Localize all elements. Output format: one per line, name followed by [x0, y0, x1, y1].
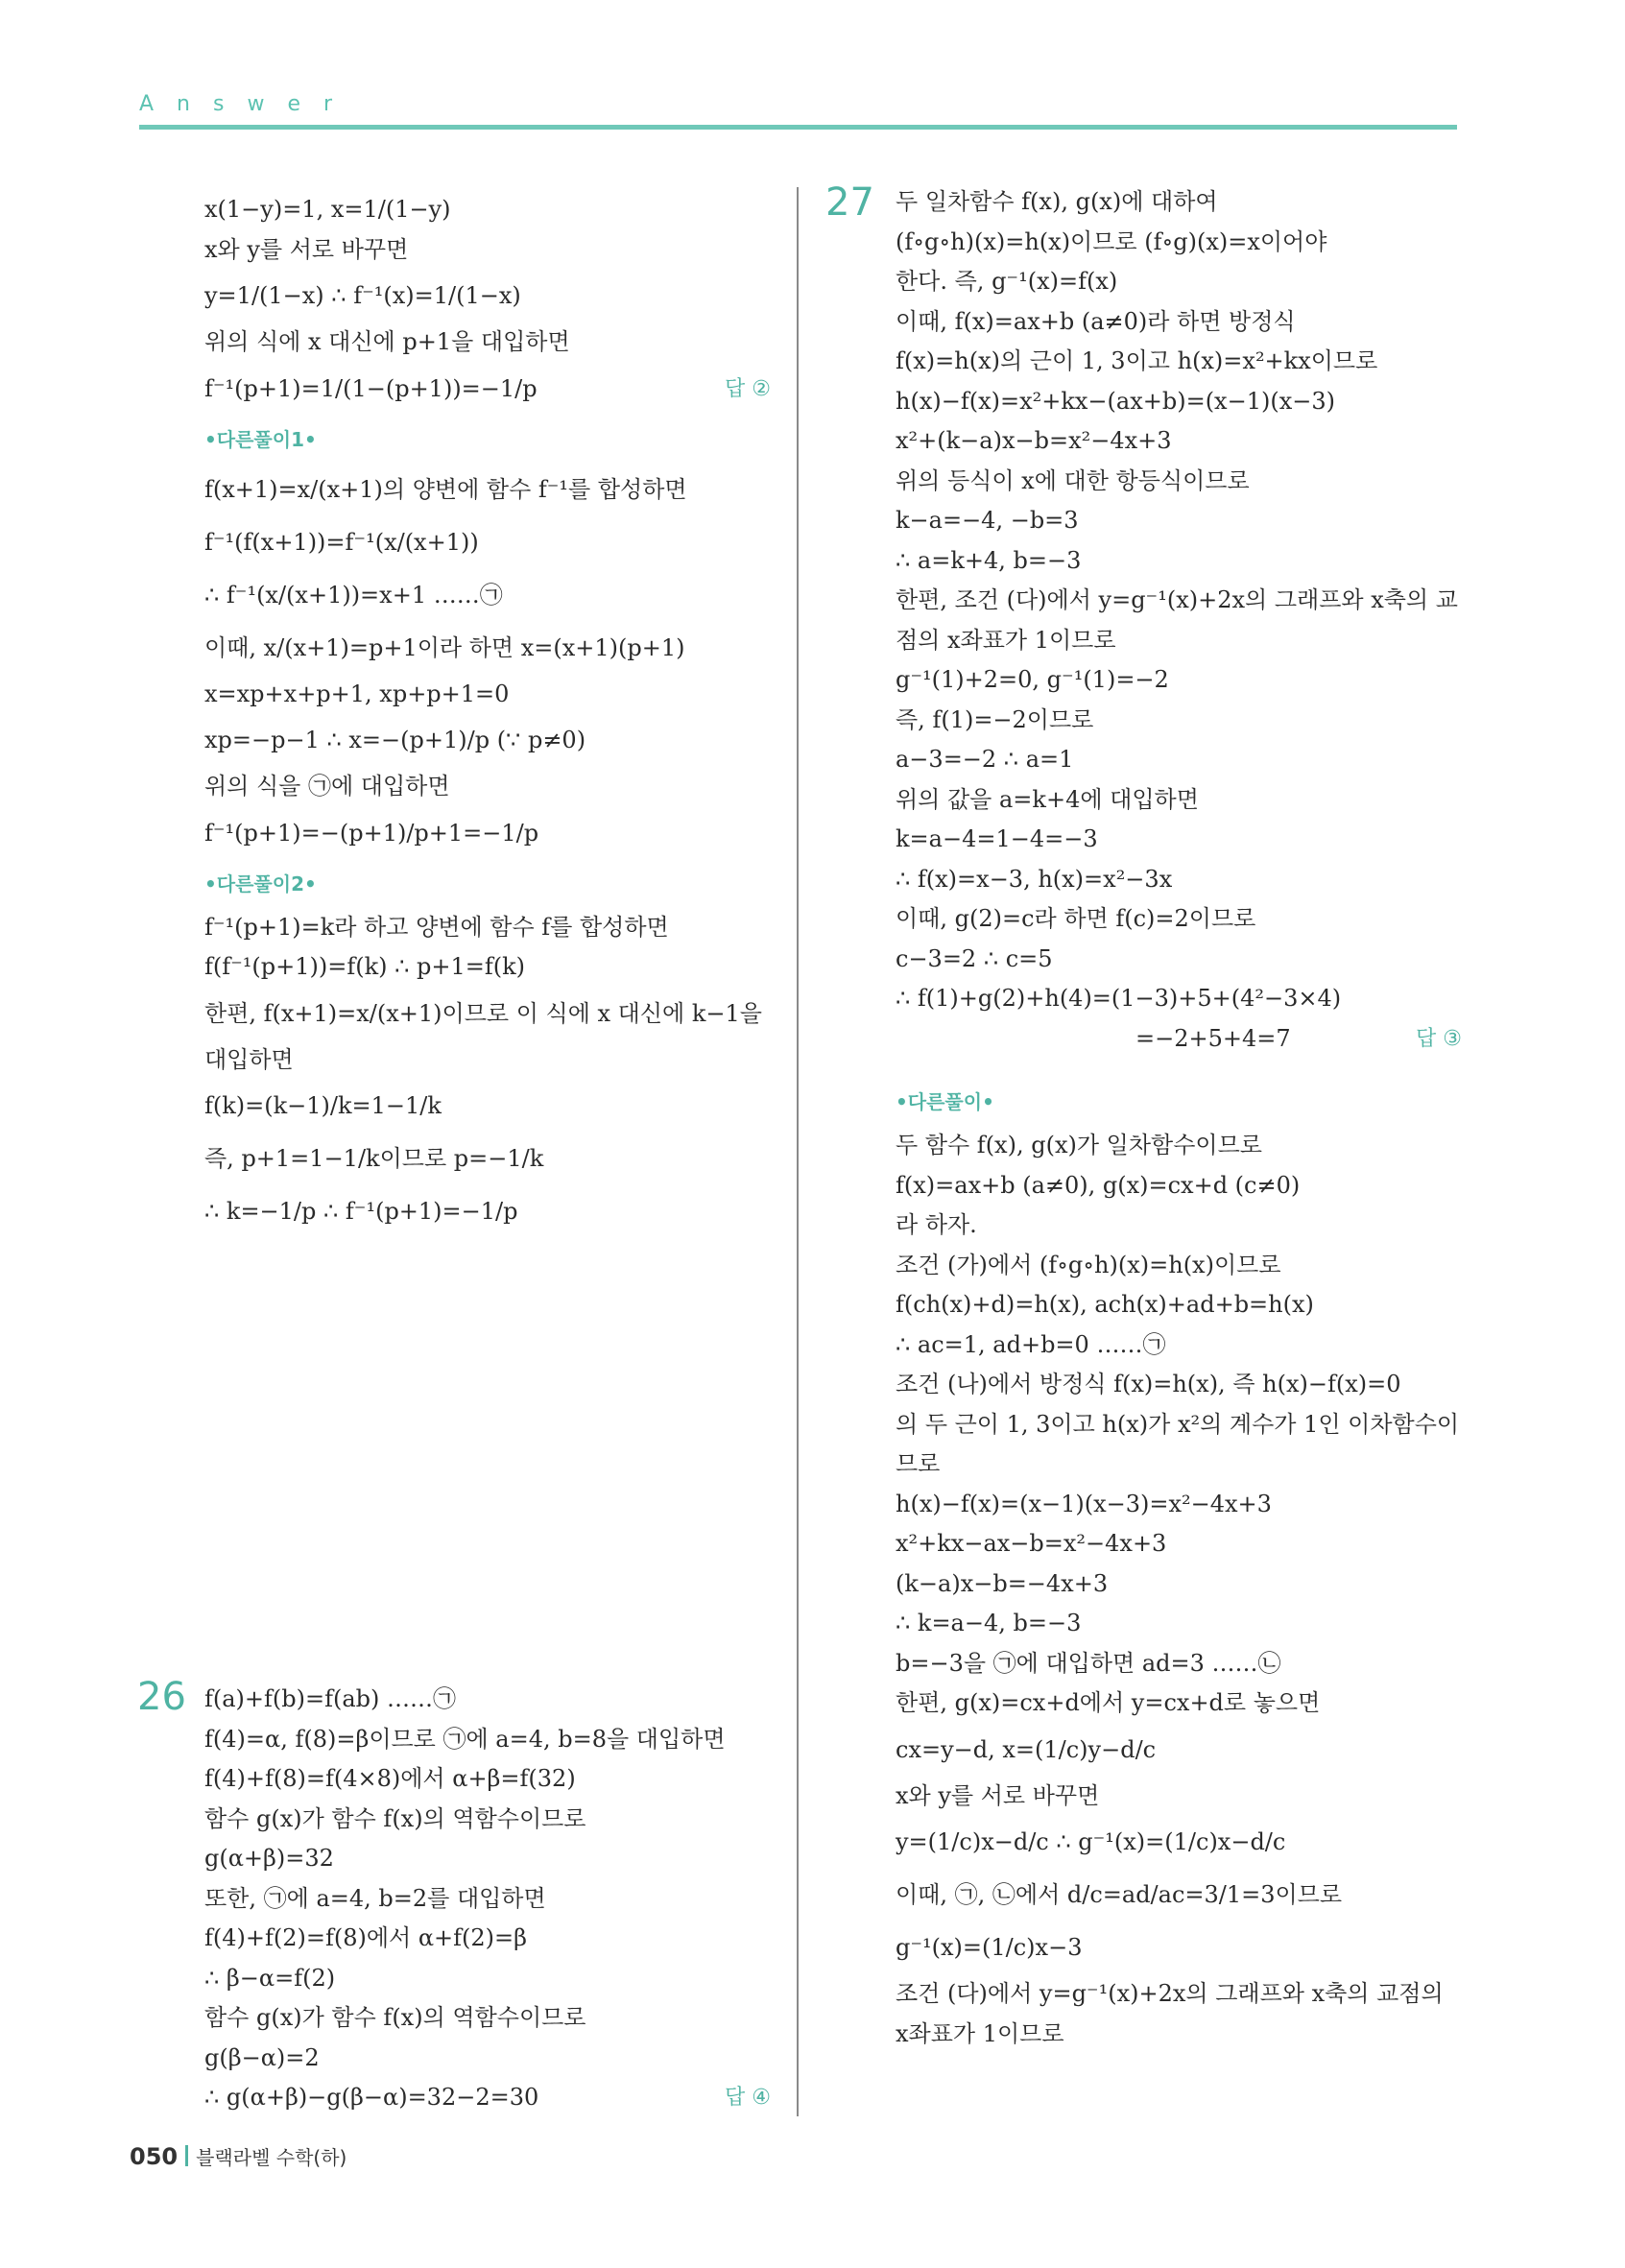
- solution-line: ∴ k=−1/p ∴ f⁻¹(p+1)=−1/p: [204, 1198, 518, 1225]
- header-label: Answer: [139, 92, 356, 116]
- solution-line: 의 두 근이 1, 3이고 h(x)가 x²의 계수가 1인 이차함수이: [896, 1410, 1460, 1438]
- solution-line: 한편, 조건 (다)에서 y=g⁻¹(x)+2x의 그래프와 x축의 교: [896, 586, 1458, 613]
- solution-line: 므로: [896, 1450, 941, 1477]
- solution-line: h(x)−f(x)=x²+kx−(ax+b)=(x−1)(x−3): [896, 387, 1335, 415]
- solution-line: 이때, ㉠, ㉡에서 d/c=ad/ac=3/1=3이므로: [896, 1881, 1343, 1908]
- right-column: [896, 182, 1462, 2054]
- solution-line: 위의 식에 x 대신에 p+1을 대입하면: [204, 328, 570, 355]
- solution-line: f(4)+f(8)=f(4×8)에서 α+β=f(32): [204, 1765, 576, 1792]
- answer-mark: 답 ③: [1416, 1026, 1462, 1051]
- result-expression: ∴ g(α+β)−g(β−α)=32−2=30: [204, 2084, 539, 2111]
- solution-line: xp=−p−1 ∴ x=−(p+1)/p (∵ p≠0): [204, 727, 586, 753]
- solution-line: (k−a)x−b=−4x+3: [896, 1569, 1109, 1597]
- solution-line: k=a−4=1−4=−3: [896, 825, 1098, 852]
- solution-line: cx=y−d, x=(1/c)y−d/c: [896, 1735, 1157, 1763]
- solution-line: x와 y를 서로 바꾸면: [204, 235, 409, 263]
- solution-line: f(x+1)=x/(x+1)의 양변에 함수 f⁻¹를 합성하면: [204, 475, 687, 503]
- problem-26-solution: [204, 1680, 771, 2118]
- solution-line: ∴ f⁻¹(x/(x+1))=x+1 ……㉠: [204, 581, 503, 609]
- solution-line: f(x)=ax+b (a≠0), g(x)=cx+d (c≠0): [896, 1171, 1301, 1199]
- solution-line: 이때, g(2)=c라 하면 f(c)=2이므로: [896, 905, 1256, 932]
- solution-line: x²+(k−a)x−b=x²−4x+3: [896, 427, 1172, 454]
- alt-solution-label: •다른풀이2•: [204, 871, 317, 895]
- solution-line: 위의 값을 a=k+4에 대입하면: [896, 785, 1199, 813]
- header-rule: [139, 125, 1457, 130]
- solution-line: 위의 식을 ㉠에 대입하면: [204, 773, 450, 800]
- answer-mark: 답 ②: [725, 376, 771, 401]
- solution-result-line: [896, 1019, 1462, 1060]
- solution-line: ∴ ac=1, ad+b=0 ……㉠: [896, 1330, 1166, 1358]
- solution-line: c−3=2 ∴ c=5: [896, 944, 1053, 972]
- result-expression: =−2+5+4=7: [1135, 1024, 1291, 1052]
- solution-line: x²+kx−ax−b=x²−4x+3: [896, 1530, 1167, 1557]
- book-title: 블랙라벨 수학(하): [196, 2146, 347, 2169]
- solution-line: f⁻¹(f(x+1))=f⁻¹(x/(x+1)): [204, 528, 479, 556]
- solution-result-line: [204, 2078, 771, 2118]
- solution-line: ∴ k=a−4, b=−3: [896, 1610, 1082, 1636]
- solution-line: ∴ a=k+4, b=−3: [896, 546, 1082, 574]
- solution-line: f(4)=α, f(8)=β이므로 ㉠에 a=4, b=8을 대입하면: [204, 1725, 726, 1753]
- solution-line: (f∘g∘h)(x)=h(x)이므로 (f∘g)(x)=x이어야: [896, 227, 1327, 255]
- solution-line: x좌표가 1이므로: [896, 2019, 1064, 2047]
- solution-line: k−a=−4, −b=3: [896, 507, 1079, 534]
- solution-line: x와 y를 서로 바꾸면: [896, 1781, 1100, 1809]
- solution-line: f(ch(x)+d)=h(x), ach(x)+ad+b=h(x): [896, 1291, 1314, 1318]
- solution-line: g(β−α)=2: [204, 2043, 320, 2071]
- solution-line: a−3=−2 ∴ a=1: [896, 746, 1074, 773]
- solution-result-line: [204, 363, 771, 416]
- solution-line: 라 하자.: [896, 1211, 977, 1238]
- solution-line: g⁻¹(1)+2=0, g⁻¹(1)=−2: [896, 666, 1169, 693]
- solution-line: 함수 g(x)가 함수 f(x)의 역함수이므로: [204, 2004, 586, 2031]
- solution-line: ∴ β−α=f(2): [204, 1964, 336, 1992]
- solution-line: 즉, p+1=1−1/k이므로 p=−1/k: [204, 1145, 544, 1172]
- solution-line: f(f⁻¹(p+1))=f(k) ∴ p+1=f(k): [204, 953, 526, 980]
- solution-line: 이때, x/(x+1)=p+1이라 하면 x=(x+1)(p+1): [204, 633, 685, 661]
- page-footer: [130, 2142, 347, 2170]
- solution-line: x(1−y)=1, x=1/(1−y): [204, 196, 451, 223]
- solution-line: b=−3을 ㉠에 대입하면 ad=3 ……㉡: [896, 1649, 1281, 1677]
- alt-solution-label: •다른풀이1•: [204, 427, 317, 451]
- solution-line: y=(1/c)x−d/c ∴ g⁻¹(x)=(1/c)x−d/c: [896, 1828, 1286, 1855]
- solution-line: f(k)=(k−1)/k=1−1/k: [204, 1092, 442, 1119]
- alt-solution-label: •다른풀이•: [896, 1090, 994, 1113]
- solution-line: f(x)=h(x)의 근이 1, 3이고 h(x)=x²+kx이므로: [896, 347, 1378, 374]
- solution-line: 조건 (다)에서 y=g⁻¹(x)+2x의 그래프와 x축의 교점의: [896, 1980, 1444, 2007]
- problem-number-27: 27: [825, 180, 874, 225]
- solution-line: f(4)+f(2)=f(8)에서 α+f(2)=β: [204, 1924, 528, 1951]
- solution-line: 조건 (나)에서 방정식 f(x)=h(x), 즉 h(x)−f(x)=0: [896, 1371, 1401, 1397]
- problem-number-26: 26: [137, 1675, 186, 1719]
- solution-line: g⁻¹(x)=(1/c)x−3: [896, 1934, 1083, 1961]
- solution-line: 점의 x좌표가 1이므로: [896, 626, 1116, 654]
- solution-line: 조건 (가)에서 (f∘g∘h)(x)=h(x)이므로: [896, 1251, 1281, 1278]
- solution-line: h(x)−f(x)=(x−1)(x−3)=x²−4x+3: [896, 1490, 1272, 1517]
- solution-line: 한편, f(x+1)=x/(x+1)이므로 이 식에 x 대신에 k−1을: [204, 999, 762, 1027]
- solution-line: 한편, g(x)=cx+d에서 y=cx+d로 놓으면: [896, 1689, 1321, 1716]
- solution-line: ∴ f(x)=x−3, h(x)=x²−3x: [896, 865, 1173, 893]
- left-column: [204, 190, 771, 1238]
- solution-line: 위의 등식이 x에 대한 항등식이므로: [896, 466, 1250, 494]
- solution-line: 즉, f(1)=−2이므로: [896, 705, 1094, 733]
- solution-line: 두 일차함수 f(x), g(x)에 대하여: [896, 188, 1218, 215]
- solution-line: 이때, f(x)=ax+b (a≠0)라 하면 방정식: [896, 307, 1296, 335]
- solution-line: 대입하면: [204, 1045, 294, 1073]
- solution-line: 또한, ㉠에 a=4, b=2를 대입하면: [204, 1884, 546, 1912]
- solution-line: f(a)+f(b)=f(ab) ……㉠: [204, 1685, 457, 1712]
- solution-line: g(α+β)=32: [204, 1845, 334, 1872]
- solution-line: 한다. 즉, g⁻¹(x)=f(x): [896, 268, 1118, 295]
- answer-mark: 답 ④: [725, 2086, 771, 2110]
- solution-line: f⁻¹(p+1)=−(p+1)/p+1=−1/p: [204, 819, 539, 847]
- solution-line: 두 함수 f(x), g(x)가 일차함수이므로: [896, 1132, 1262, 1158]
- solution-line: 함수 g(x)가 함수 f(x)의 역함수이므로: [204, 1804, 586, 1832]
- solution-line: ∴ f(1)+g(2)+h(4)=(1−3)+5+(4²−3×4): [896, 985, 1342, 1012]
- solution-line: y=1/(1−x) ∴ f⁻¹(x)=1/(1−x): [204, 282, 521, 309]
- footer-separator: [185, 2145, 188, 2166]
- solution-line: f⁻¹(p+1)=k라 하고 양변에 함수 f를 합성하면: [204, 913, 669, 941]
- page-number: 050: [130, 2143, 179, 2170]
- result-expression: f⁻¹(p+1)=1/(1−(p+1))=−1/p: [204, 374, 538, 402]
- solution-line: x=xp+x+p+1, xp+p+1=0: [204, 680, 510, 707]
- column-divider: [797, 187, 799, 2116]
